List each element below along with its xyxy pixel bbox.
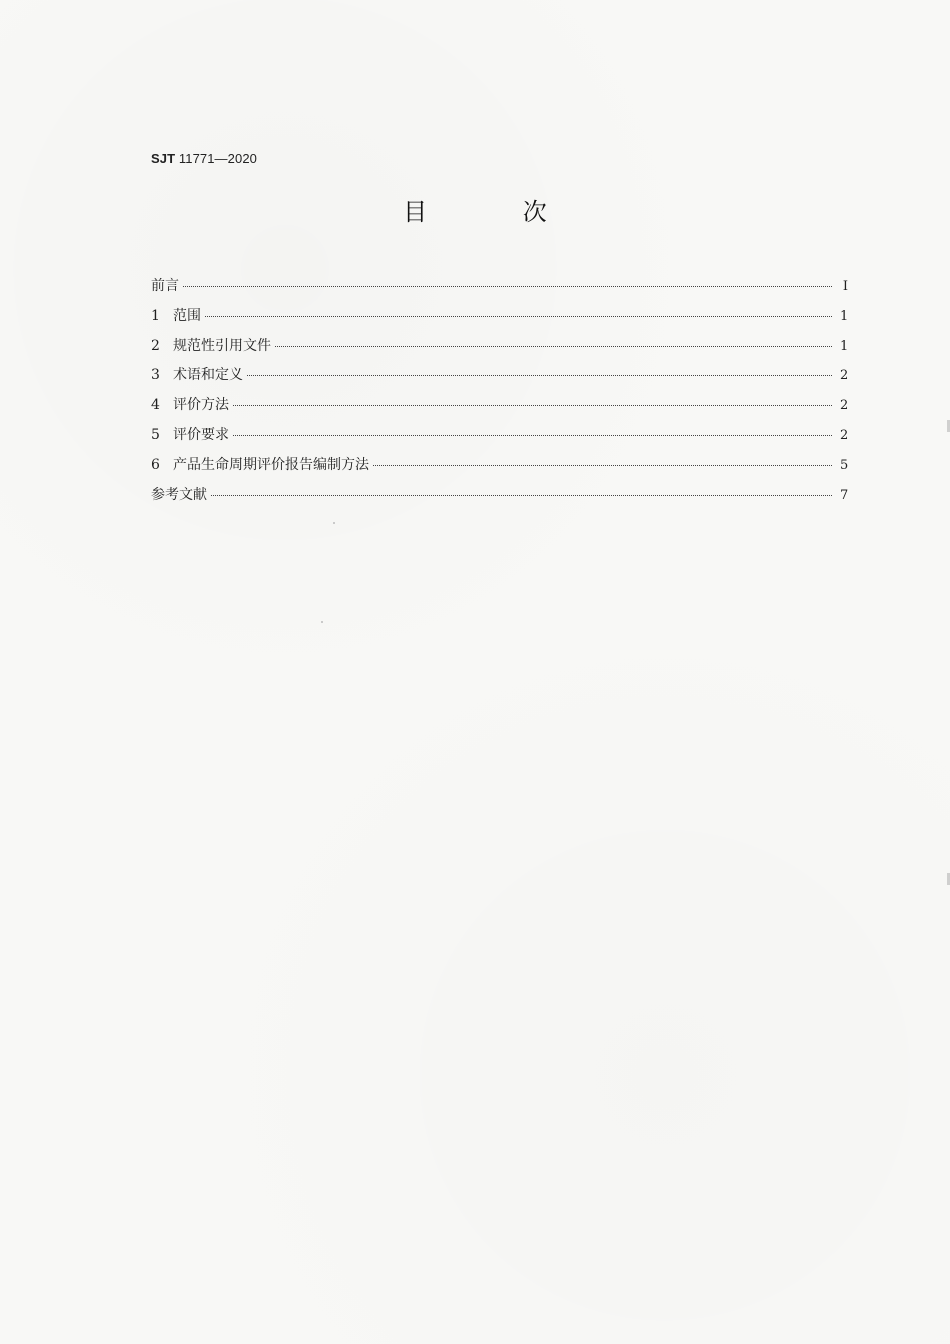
toc-item[interactable] <box>151 424 848 454</box>
toc-page-number: 2 <box>840 398 849 414</box>
toc-page-number: I <box>842 279 848 294</box>
toc-dot-leader <box>183 285 832 287</box>
toc-item-label: 产品生命周期评价报告编制方法 <box>173 456 369 473</box>
toc-item[interactable] <box>151 305 848 335</box>
page-title: 目 次 <box>403 198 591 226</box>
toc-item-number: 2 <box>151 337 160 354</box>
table-of-contents <box>151 275 848 513</box>
toc-item-label: 术语和定义 <box>173 367 243 384</box>
toc-item-label: 前言 <box>151 278 179 294</box>
toc-dot-leader <box>275 345 832 347</box>
toc-item-label: 范围 <box>173 307 201 324</box>
toc-item-number: 6 <box>151 456 160 473</box>
document-code-prefix: SJT <box>151 151 176 166</box>
toc-item[interactable] <box>151 364 848 394</box>
toc-item-label: 评价要求 <box>173 426 229 443</box>
toc-item[interactable] <box>151 454 848 484</box>
toc-item-number: 4 <box>151 397 160 414</box>
toc-dot-leader <box>233 434 832 436</box>
toc-page-number: 2 <box>840 427 849 443</box>
toc-item-label: 参考文献 <box>151 486 207 503</box>
toc-page-number: 2 <box>840 368 849 384</box>
scan-speck <box>333 522 335 524</box>
toc-page-number: 1 <box>840 338 849 354</box>
toc-item[interactable] <box>151 394 848 424</box>
toc-item-number: 5 <box>151 426 160 443</box>
toc-page-number: 5 <box>840 457 849 473</box>
toc-page-number: 1 <box>840 308 849 324</box>
document-code <box>151 151 257 166</box>
toc-dot-leader <box>211 494 832 496</box>
toc-item-number: 1 <box>151 307 160 324</box>
toc-dot-leader <box>205 315 832 317</box>
document-code-number: 11771—2020 <box>178 151 257 166</box>
toc-page-number: 7 <box>840 487 849 503</box>
toc-item-label: 规范性引用文件 <box>173 337 271 354</box>
toc-dot-leader <box>247 374 832 376</box>
toc-dot-leader <box>373 464 832 466</box>
toc-item-label: 评价方法 <box>173 397 229 414</box>
toc-item[interactable] <box>151 335 848 365</box>
toc-item[interactable] <box>151 275 848 305</box>
scan-speck <box>321 621 323 623</box>
toc-item[interactable] <box>151 484 848 514</box>
toc-item-number: 3 <box>151 367 160 384</box>
toc-dot-leader <box>233 404 832 406</box>
